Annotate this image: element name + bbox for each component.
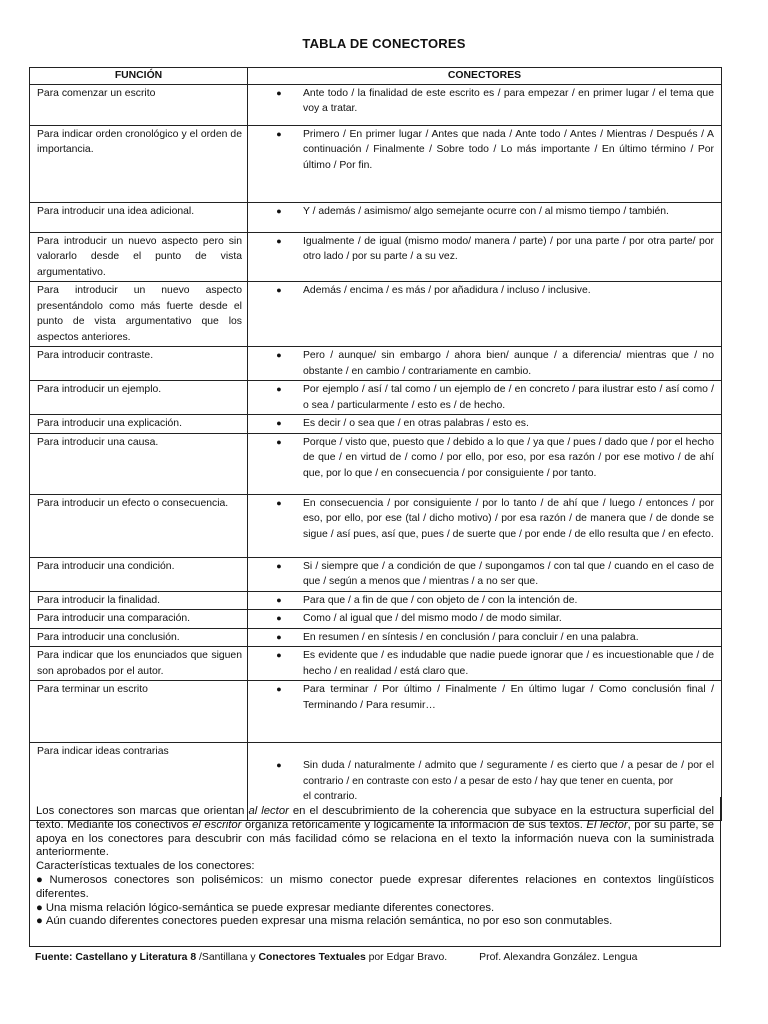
- footer-source: Fuente: Castellano y Literatura 8 /Santillana y Conectores Textuales por Edgar Bravo. Prof. Alexandra González. Lengua: [35, 952, 638, 963]
- function-cell: Para introducir una explicación.: [30, 415, 248, 434]
- bullet-icon: ●: [276, 128, 282, 139]
- table-row: [30, 647, 722, 681]
- header-function: FUNCIÓN: [30, 68, 248, 85]
- bullet-icon: ●: [276, 613, 282, 623]
- table-row: [30, 681, 722, 743]
- connectors-text: Igualmente / de igual (mismo modo/ manera / parte) / por una parte / por otra parte/ por otro lado / por su parte / a su vez.: [303, 235, 714, 262]
- connectors-cell: [248, 557, 722, 591]
- bullet-icon: ●: [36, 915, 43, 928]
- connectors-cell: [248, 125, 722, 202]
- bullet-icon: ●: [276, 205, 282, 216]
- bullet-icon: ●: [276, 760, 282, 770]
- function-cell: Para introducir un nuevo aspecto presentándolo como más fuerte desde el punto de vista argumentativo que los aspectos anteriores.: [30, 282, 248, 347]
- page-title: TABLA DE CONECTORES: [302, 36, 466, 51]
- bullet-icon: ●: [276, 684, 282, 694]
- table-row: [30, 433, 722, 494]
- connectors-table: [29, 67, 722, 821]
- bullet-icon: ●: [276, 235, 282, 246]
- connectors-text: Y / además / asimismo/ algo semejante ocurre con / al mismo tiempo / también.: [303, 205, 669, 217]
- function-cell: Para introducir la finalidad.: [30, 591, 248, 610]
- connectors-cell: [248, 347, 722, 381]
- connectors-text: En resumen / en síntesis / en conclusión / para concluir / en una palabra.: [303, 631, 639, 643]
- connectors-text: Ante todo / la finalidad de este escrito es / para empezar / en primer lugar / el tema que voy a tratar.: [303, 87, 714, 114]
- function-cell: Para introducir un efecto o consecuencia.: [30, 494, 248, 557]
- explanation-box: [29, 797, 721, 947]
- connectors-cell: [248, 415, 722, 434]
- table-row: [30, 628, 722, 647]
- connectors-cell: [248, 84, 722, 125]
- bullet-icon: ●: [276, 384, 282, 394]
- function-cell: Para introducir una comparación.: [30, 610, 248, 629]
- function-cell: Para introducir una causa.: [30, 433, 248, 494]
- bullet-icon: ●: [276, 418, 282, 428]
- table-row: [30, 84, 722, 125]
- connectors-text: Pero / aunque/ sin embargo / ahora bien/ aunque / a diferencia/ mientras que / no obstante / en cambio / contrariamente en cambio.: [303, 350, 714, 377]
- table-row: [30, 381, 722, 415]
- table-row: [30, 415, 722, 434]
- connectors-text: Porque / visto que, puesto que / debido a lo que / ya que / pues / dado que / por el hecho de que / en virtud de / como / por ello, por eso, por esa razón / por ese motivo / de ahí que, por lo que / en consecuencia / por consiguiente / por tanto.: [303, 436, 714, 479]
- function-cell: Para introducir un ejemplo.: [30, 381, 248, 415]
- connectors-text: Es decir / o sea que / en otras palabras / esto es.: [303, 418, 529, 429]
- connectors-cell: [248, 628, 722, 647]
- bullet-icon: ●: [276, 350, 282, 360]
- list-item: ● Numerosos conectores son polisémicos: un mismo conector puede expresar diferentes relaciones en contextos lingüísticos diferentes.: [36, 873, 714, 900]
- function-cell: Para comenzar un escrito: [30, 84, 248, 125]
- connectors-text: Primero / En primer lugar / Antes que nada / Ante todo / Antes / Mientras / Después / A continuación / Finalmente / Sobre todo / Lo más importante / En último término / Por último / Por fin.: [303, 128, 714, 171]
- bullet-icon: ●: [276, 650, 282, 660]
- list-item: ● Aún cuando diferentes conectores pueden expresar una misma relación semántica, no por eso son conmutables.: [36, 915, 613, 928]
- function-cell: Para indicar que los enunciados que siguen son aprobados por el autor.: [30, 647, 248, 681]
- header-connectors: CONECTORES: [248, 68, 722, 85]
- table-header-row: [30, 68, 722, 85]
- function-cell: Para introducir una idea adicional.: [30, 202, 248, 232]
- connectors-cell: [248, 647, 722, 681]
- bullet-icon: ●: [276, 560, 282, 571]
- table-row: [30, 494, 722, 557]
- characteristics-title: Características textuales de los conectores:: [36, 860, 255, 873]
- bullet-icon: ●: [36, 901, 43, 914]
- connectors-cell: [248, 610, 722, 629]
- table-row: [30, 347, 722, 381]
- bullet-icon: ●: [36, 873, 47, 886]
- intro-paragraph: Los conectores son marcas que orientan al lector en el descubrimiento de la coherencia que subyace en la estructura superficial del texto. Mediante los conectivos el escritor organiza retóricamente y lógicamente la información de sus textos. El lector, por su parte, se apoya en los conectores para descubrir con más facilidad cómo se relaciona en el texto la información nueva con la suministrada anteriormente.: [36, 805, 714, 859]
- connectors-text: Si / siempre que / a condición de que / supongamos / con tal que / cuando en el caso de que / según a menos que / mientras / a no ser que.: [303, 560, 714, 587]
- bullet-icon: ●: [276, 594, 282, 605]
- connectors-cell: [248, 433, 722, 494]
- connectors-text: Por ejemplo / así / tal como / un ejemplo de / en concreto / para ilustrar esto / así como / o sea / particularmente / esto es / de hecho.: [303, 384, 714, 411]
- table-row: [30, 282, 722, 347]
- connectors-text: Además / encima / es más / por añadidura / incluso / inclusive.: [303, 285, 591, 296]
- table-row: [30, 557, 722, 591]
- bullet-icon: ●: [276, 285, 282, 295]
- bullet-icon: ●: [276, 87, 282, 98]
- connectors-cell: [248, 494, 722, 557]
- table-row: [30, 610, 722, 629]
- bullet-icon: ●: [276, 436, 282, 447]
- connectors-text: En consecuencia / por consiguiente / por lo tanto / de ahí que / luego / entonces / por eso, por ello, por ese (tal / dicho motivo) / por esa razón / de manera que / de donde se sigue / así pues, así que, pues / de suerte que / por ende / de ello resulta que / en efecto.: [303, 497, 714, 540]
- table-row: [30, 125, 722, 202]
- connectors-cell: [248, 591, 722, 610]
- connectors-cell: [248, 681, 722, 743]
- connectors-text: Como / al igual que / del mismo modo / de modo similar.: [303, 613, 562, 624]
- function-cell: Para introducir un nuevo aspecto pero sin valorarlo desde el punto de vista argumentativo.: [30, 232, 248, 282]
- function-cell: Para introducir una condición.: [30, 557, 248, 591]
- function-cell: Para introducir una conclusión.: [30, 628, 248, 647]
- bullet-icon: ●: [276, 631, 282, 642]
- connectors-cell: [248, 202, 722, 232]
- connectors-cell: [248, 232, 722, 282]
- connectors-text: Para que / a fin de que / con objeto de / con la intención de.: [303, 594, 578, 606]
- connectors-text: Sin duda / naturalmente / admito que / seguramente / es cierto que / a pesar de / por el contrario / en contraste con esto / a pesar de esto / hay que tener en cuenta, por el contrario.: [303, 760, 714, 802]
- function-cell: Para terminar un escrito: [30, 681, 248, 743]
- connectors-cell: [248, 282, 722, 347]
- table-row: [30, 232, 722, 282]
- connectors-text: Para terminar / Por último / Finalmente / En último lugar / Como conclusión final / Terminando / Para resumir…: [303, 684, 714, 711]
- connectors-cell: [248, 381, 722, 415]
- table-row: [30, 202, 722, 232]
- bullet-icon: ●: [276, 497, 282, 508]
- function-cell: Para indicar orden cronológico y el orden de importancia.: [30, 125, 248, 202]
- list-item: ● Una misma relación lógico-semántica se puede expresar mediante diferentes conectores.: [36, 901, 495, 914]
- connectors-text: Es evidente que / es indudable que nadie puede ignorar que / es incuestionable que / de hecho / en realidad / está claro que.: [303, 650, 714, 677]
- table-row: [30, 591, 722, 610]
- function-cell: Para introducir contraste.: [30, 347, 248, 381]
- function-cell: Para indicar ideas contrarias: [30, 743, 248, 821]
